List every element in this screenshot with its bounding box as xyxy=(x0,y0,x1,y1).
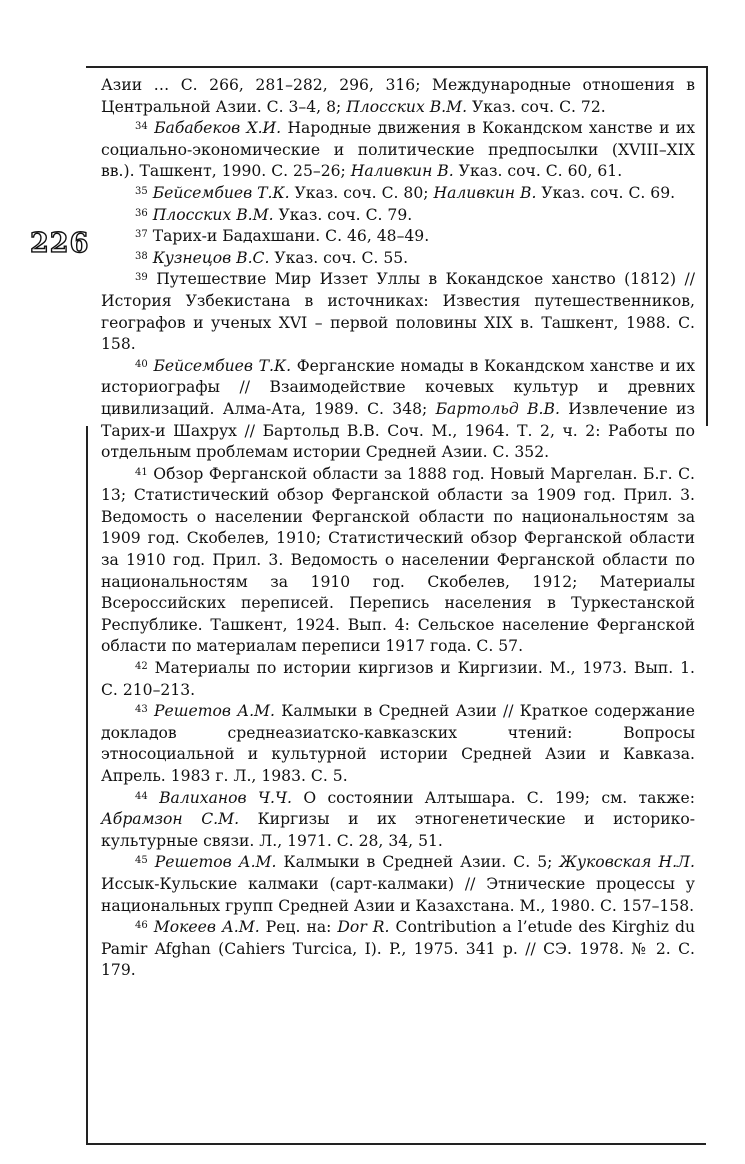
footnote-text: Указ. соч. С. 55. xyxy=(269,248,409,267)
author-name: Бабабеков Х.И. xyxy=(154,119,282,138)
footnote-40 xyxy=(101,356,695,464)
footnote-text: Указ. соч. С. 69. xyxy=(536,183,676,202)
footnote-number: 34 xyxy=(135,121,148,133)
footnote-43 xyxy=(101,701,695,787)
footnote-34 xyxy=(101,118,695,183)
footnote-number: 40 xyxy=(135,358,148,370)
footnote-39 xyxy=(101,269,695,355)
author-name: Dor R. xyxy=(337,918,390,937)
author-name: Жуковская Н.Л. xyxy=(559,853,695,872)
footnote-text: Указ. соч. С. 72. xyxy=(467,97,606,116)
footnote-number: 46 xyxy=(135,920,148,932)
footnote-text: Калмыки в Средней Азии. С. 5; xyxy=(276,853,560,872)
footnote-text: Ферганские номады в Кокандском ханстве и их историографы // Взаимодействие кочевых культур и древних цивилизаций. Алма-Ата, 1989. С. 348; xyxy=(101,356,695,418)
footnote-number: 41 xyxy=(135,466,148,478)
footnote-text: Указ. соч. С. 80; xyxy=(289,183,434,202)
footnotes-block xyxy=(101,75,695,982)
footnote-number: 39 xyxy=(135,272,148,284)
footnote-35 xyxy=(101,183,695,205)
author-name: Абрамзон С.М. xyxy=(101,810,240,829)
footnote-text: Обзор Ферганской области за 1888 год. Новый Маргелан. Б.г. С. 13; Статистический обзор Ферганской области за 1909 год. Прил. 3. Ведомость о населении Ферганской области по национальностям за 1909 год. Скобелев, 1910; Статистический обзор Ферганской области за 1910 год. Прил. 3. Ведомость о населении Ферганской области по национальностям за 1910 год. Скобелев, 1912; Материалы Всероссийских переписей. Перепись населения в Туркестанской Республике. Ташкент, 1924. Вып. 4: Сельское население Ферганской области по материалам переписи 1917 года. С. 57. xyxy=(101,464,695,656)
author-name: Плосских В.М. xyxy=(152,205,274,224)
footnote-number: 36 xyxy=(135,207,148,219)
footnote-text: Тарих-и Бадахшани. С. 46, 48–49. xyxy=(152,227,430,246)
author-name: Бейсембиев Т.К. xyxy=(152,183,290,202)
frame-line-left xyxy=(86,426,88,1144)
footnote-number: 43 xyxy=(135,704,148,716)
author-name: Наливкин В. xyxy=(433,183,537,202)
footnote-number: 44 xyxy=(135,790,148,802)
author-name: Кузнецов В.С. xyxy=(152,248,270,267)
author-name: Плосских В.М. xyxy=(346,97,468,116)
footnote-text: Иссык-Кульские калмаки (сарт-калмаки) // Этнические процессы у национальных групп Средней Азии и Казахстана. М., 1980. С. 157–158. xyxy=(101,874,695,915)
footnote-text: Киргизы и их этногенетические и историко-культурные связи. Л., 1971. С. 28, 34, 51. xyxy=(101,810,695,850)
author-name: Бейсембиев Т.К. xyxy=(153,356,292,375)
page-number: 226 xyxy=(30,228,90,259)
footnote-text: Азии … С. 266, 281–282, 296, 316; Международные отношения в Центральной Азии. С. 3–4, 8; xyxy=(101,76,695,116)
footnote-45 xyxy=(101,852,695,917)
footnote-number: 42 xyxy=(135,661,148,673)
frame-line-top xyxy=(86,66,706,68)
footnote-text: Народные движения в Кокандском ханстве и их социально-экономические и политические предпосылки (XVIII–XIX вв.). Ташкент, 1990. С. 25–26; xyxy=(101,119,695,181)
author-name: Решетов А.М. xyxy=(154,853,277,872)
footnote-44 xyxy=(101,788,695,853)
footnote-36 xyxy=(101,205,695,227)
footnote-text: Материалы по истории киргизов и Киргизии. М., 1973. Вып. 1. С. 210–213. xyxy=(101,659,695,699)
author-name: Решетов А.М. xyxy=(154,702,275,721)
frame-line-right xyxy=(706,66,708,426)
footnote-number: 38 xyxy=(135,250,148,262)
footnote-number: 45 xyxy=(135,855,148,867)
footnote-text: О состоянии Алтышара. С. 199; см. также: xyxy=(292,788,695,807)
footnote-46 xyxy=(101,917,695,982)
footnote-text: Путешествие Мир Иззет Уллы в Кокандское ханство (1812) // История Узбекистана в источниках: Известия путешественников, географов и ученых XVI – первой половины XIX в. Ташкент, 1988. С. 158. xyxy=(101,270,695,354)
footnote-text: Указ. соч. С. 79. xyxy=(273,205,413,224)
footnote-41 xyxy=(101,464,695,658)
footnote-37 xyxy=(101,226,695,248)
footnote-number: 35 xyxy=(135,185,148,197)
footnote-text: Указ. соч. С. 60, 61. xyxy=(453,162,623,181)
footnote-text: Извлечение из Тарих-и Шахрух // Бартольд В.В. Соч. М., 1964. Т. 2, ч. 2: Работы по отдельным проблемам истории Средней Азии. С. 352. xyxy=(101,399,695,462)
frame-line-bottom xyxy=(86,1143,706,1145)
footnote-number: 37 xyxy=(135,229,148,241)
footnote-text: Калмыки в Средней Азии // Краткое содержание докладов среднеазиатско-кавказских чтений: Вопросы этносоциальной и культурной истории Средней Азии и Кавказа. Апрель. 1983 г. Л., 1983. С. 5. xyxy=(101,702,695,785)
author-name: Наливкин В. xyxy=(350,162,454,181)
footnote-continuation xyxy=(101,75,695,118)
footnote-42 xyxy=(101,658,695,701)
footnote-text: Contribution a l’etude des Kirghiz du Pamir Afghan (Cahiers Turcica, I). P., 1975. 341 p. // СЭ. 1978. № 2. С. 179. xyxy=(101,918,695,980)
footnote-38 xyxy=(101,248,695,270)
footnote-text: Рец. на: xyxy=(259,918,338,937)
author-name: Мокеев А.М. xyxy=(153,918,260,937)
author-name: Валиханов Ч.Ч. xyxy=(159,788,292,807)
author-name: Бартольд В.В. xyxy=(435,399,560,418)
